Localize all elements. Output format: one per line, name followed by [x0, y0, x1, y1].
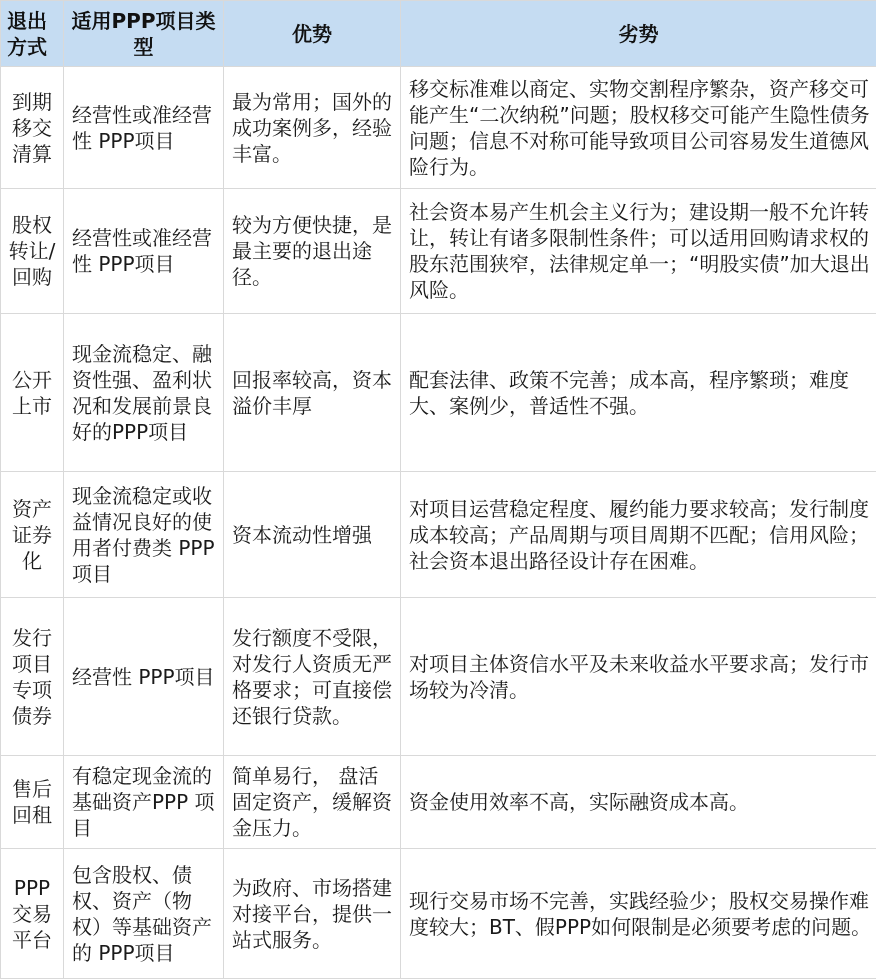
cell-applicable-type: 包含股权、债权、资产（物权）等基础资产的 PPP项目 [64, 849, 224, 979]
table-row [1, 849, 876, 979]
cell-exit-method: 股权转让/回购 [1, 189, 64, 314]
cell-exit-method: 到期移交清算 [1, 67, 64, 189]
cell-advantages: 回报率较高，资本溢价丰厚 [224, 314, 401, 472]
table-body [1, 67, 876, 979]
cell-applicable-type: 现金流稳定、融资性强、盈利状况和发展前景良好的PPP项目 [64, 314, 224, 472]
cell-exit-method: 发行项目专项债券 [1, 598, 64, 756]
cell-disadvantages: 现行交易市场不完善，实践经验少；股权交易操作难度较大；BT、假PPP如何限制是必须要考虑的问题。 [401, 849, 876, 979]
cell-advantages: 资本流动性增强 [224, 472, 401, 598]
cell-disadvantages: 对项目主体资信水平及未来收益水平要求高；发行市场较为冷清。 [401, 598, 876, 756]
cell-advantages: 为政府、市场搭建对接平台，提供一站式服务。 [224, 849, 401, 979]
cell-disadvantages: 对项目运营稳定程度、履约能力要求较高；发行制度成本较高；产品周期与项目周期不匹配；信用风险；社会资本退出路径设计存在困难。 [401, 472, 876, 598]
cell-exit-method: 公开上市 [1, 314, 64, 472]
header-row [1, 1, 876, 67]
header-applicable-type: 适用PPP项目类型 [64, 1, 224, 67]
cell-exit-method: 资产证券化 [1, 472, 64, 598]
cell-disadvantages: 资金使用效率不高，实际融资成本高。 [401, 756, 876, 849]
cell-exit-method: 售后回租 [1, 756, 64, 849]
cell-advantages: 简单易行， 盘活固定资产，缓解资金压力。 [224, 756, 401, 849]
table-row [1, 598, 876, 756]
cell-advantages: 发行额度不受限，对发行人资质无严格要求；可直接偿还银行贷款。 [224, 598, 401, 756]
table-header [1, 1, 876, 67]
table-row [1, 189, 876, 314]
cell-applicable-type: 经营性或准经营性 PPP项目 [64, 67, 224, 189]
cell-advantages: 最为常用；国外的成功案例多，经验丰富。 [224, 67, 401, 189]
cell-advantages: 较为方便快捷，是最主要的退出途径。 [224, 189, 401, 314]
cell-disadvantages: 移交标准难以商定、实物交割程序繁杂，资产移交可能产生“二次纳税”问题；股权移交可能产生隐性债务问题；信息不对称可能导致项目公司容易发生道德风险行为。 [401, 67, 876, 189]
cell-applicable-type: 现金流稳定或收益情况良好的使用者付费类 PPP项目 [64, 472, 224, 598]
cell-disadvantages: 社会资本易产生机会主义行为；建设期一般不允许转让，转让有诸多限制性条件；可以适用回购请求权的股东范围狭窄，法律规定单一；“明股实债”加大退出风险。 [401, 189, 876, 314]
table-row [1, 756, 876, 849]
header-advantages: 优势 [224, 1, 401, 67]
table-row [1, 472, 876, 598]
header-exit-method: 退出方式 [1, 1, 64, 67]
cell-applicable-type: 经营性 PPP项目 [64, 598, 224, 756]
cell-exit-method: PPP交易平台 [1, 849, 64, 979]
cell-disadvantages: 配套法律、政策不完善；成本高，程序繁琐；难度大、案例少，普适性不强。 [401, 314, 876, 472]
cell-applicable-type: 经营性或准经营性 PPP项目 [64, 189, 224, 314]
header-disadvantages: 劣势 [401, 1, 876, 67]
table-row [1, 67, 876, 189]
table-row [1, 314, 876, 472]
cell-applicable-type: 有稳定现金流的基础资产PPP 项目 [64, 756, 224, 849]
